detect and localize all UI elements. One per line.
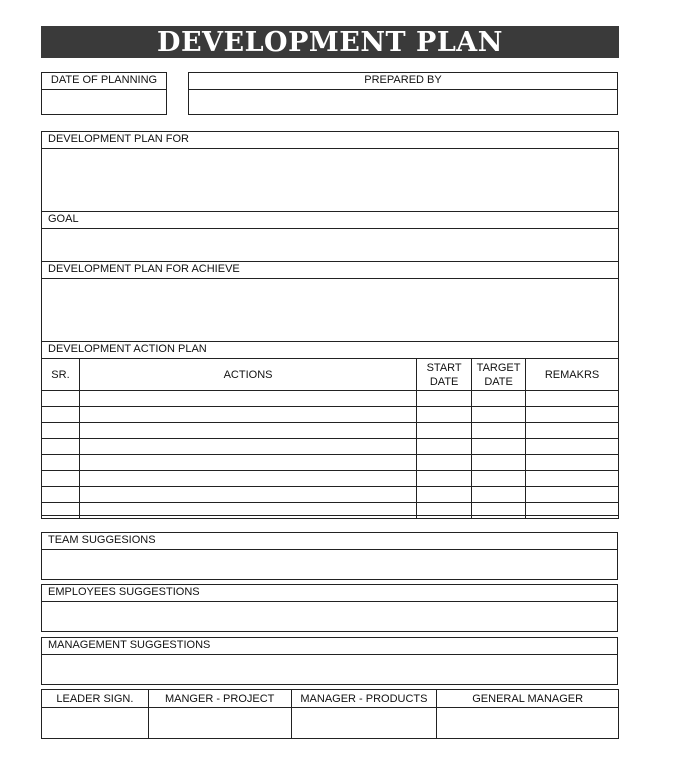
- col-target-date-line2: DATE: [484, 375, 513, 388]
- table-row: [42, 391, 619, 407]
- table-cell[interactable]: [79, 455, 416, 471]
- prepared-by-box: [188, 72, 618, 115]
- plan-for-achieve-label: DEVELOPMENT PLAN FOR ACHIEVE: [42, 262, 618, 279]
- col-sr: SR.: [42, 359, 80, 391]
- table-cell[interactable]: [472, 391, 526, 407]
- table-row: [42, 471, 619, 487]
- table-cell[interactable]: [42, 407, 80, 423]
- table-cell[interactable]: [526, 407, 619, 423]
- team-suggestions-label: TEAM SUGGESIONS: [42, 533, 617, 550]
- table-cell[interactable]: [79, 439, 416, 455]
- page-title: [41, 26, 619, 58]
- signatures-fields: [42, 708, 619, 739]
- signatures-header: [42, 690, 619, 708]
- plan-for-field[interactable]: [42, 149, 618, 212]
- table-row: [42, 407, 619, 423]
- table-cell[interactable]: [417, 471, 472, 487]
- table-cell[interactable]: [79, 487, 416, 503]
- table-cell[interactable]: [417, 487, 472, 503]
- management-suggestions-label: MANAGEMENT SUGGESTIONS: [42, 638, 617, 655]
- plan-for-achieve-field[interactable]: [42, 279, 618, 342]
- table-row: [42, 503, 619, 519]
- management-suggestions-box: [41, 637, 618, 685]
- table-row: [42, 439, 619, 455]
- table-cell[interactable]: [526, 391, 619, 407]
- table-cell[interactable]: [526, 487, 619, 503]
- employees-suggestions-field[interactable]: [42, 602, 617, 632]
- team-suggestions-field[interactable]: [42, 550, 617, 580]
- page-title-text: DEVELOPMENT PLAN: [157, 26, 503, 58]
- col-remarks: REMAKRS: [526, 359, 619, 391]
- sig-manager-products-label: MANAGER - PRODUCTS: [291, 690, 437, 708]
- date-of-planning-field[interactable]: [42, 90, 166, 115]
- sig-leader-label: LEADER SIGN.: [42, 690, 149, 708]
- sig-general-manager-field[interactable]: [437, 708, 619, 739]
- sig-manager-project-field[interactable]: [148, 708, 291, 739]
- table-row: [42, 487, 619, 503]
- prepared-by-field[interactable]: [189, 90, 617, 115]
- table-cell[interactable]: [472, 471, 526, 487]
- employees-suggestions-box: [41, 584, 618, 632]
- table-row: [42, 455, 619, 471]
- table-cell[interactable]: [526, 503, 619, 519]
- action-plan-label: DEVELOPMENT ACTION PLAN: [48, 343, 207, 355]
- table-cell[interactable]: [79, 423, 416, 439]
- sig-manager-project-label: MANGER - PROJECT: [148, 690, 291, 708]
- table-cell[interactable]: [42, 471, 80, 487]
- table-cell[interactable]: [526, 423, 619, 439]
- signatures-block: [41, 689, 619, 738]
- plan-block: [41, 131, 619, 516]
- table-cell[interactable]: [417, 391, 472, 407]
- table-cell[interactable]: [472, 455, 526, 471]
- table-cell[interactable]: [526, 439, 619, 455]
- table-cell[interactable]: [417, 455, 472, 471]
- table-cell[interactable]: [42, 455, 80, 471]
- col-start-date-line2: DATE: [429, 375, 459, 388]
- prepared-by-label: PREPARED BY: [189, 73, 617, 90]
- goal-field[interactable]: [42, 229, 618, 262]
- col-target-date: [472, 359, 526, 391]
- col-target-date-line1: TARGET: [476, 361, 521, 374]
- action-table-header: [42, 359, 619, 391]
- table-cell[interactable]: [472, 439, 526, 455]
- sig-leader-field[interactable]: [42, 708, 149, 739]
- table-cell[interactable]: [42, 487, 80, 503]
- signatures-table: [41, 689, 619, 739]
- table-cell[interactable]: [417, 439, 472, 455]
- col-actions: ACTIONS: [79, 359, 416, 391]
- goal-label: GOAL: [42, 212, 618, 229]
- table-cell[interactable]: [472, 423, 526, 439]
- table-cell[interactable]: [526, 455, 619, 471]
- col-start-date: [417, 359, 472, 391]
- sig-manager-products-field[interactable]: [291, 708, 437, 739]
- table-cell[interactable]: [42, 439, 80, 455]
- table-cell[interactable]: [472, 487, 526, 503]
- table-cell[interactable]: [417, 423, 472, 439]
- plan-for-label: DEVELOPMENT PLAN FOR: [42, 132, 618, 149]
- management-suggestions-field[interactable]: [42, 655, 617, 685]
- col-start-date-line1: START: [426, 361, 462, 374]
- table-cell[interactable]: [472, 407, 526, 423]
- team-suggestions-box: [41, 532, 618, 580]
- table-cell[interactable]: [42, 391, 80, 407]
- table-cell[interactable]: [417, 503, 472, 519]
- date-of-planning-label: DATE OF PLANNING: [42, 73, 166, 90]
- sig-general-manager-label: GENERAL MANAGER: [437, 690, 619, 708]
- table-cell[interactable]: [526, 471, 619, 487]
- table-cell[interactable]: [79, 407, 416, 423]
- date-of-planning-box: [41, 72, 167, 115]
- table-cell[interactable]: [42, 423, 80, 439]
- table-cell[interactable]: [79, 503, 416, 519]
- table-cell[interactable]: [417, 407, 472, 423]
- table-cell[interactable]: [472, 503, 526, 519]
- table-row: [42, 423, 619, 439]
- action-table-body: [42, 391, 619, 519]
- table-cell[interactable]: [42, 503, 80, 519]
- action-plan-table: [41, 358, 619, 519]
- table-cell[interactable]: [79, 391, 416, 407]
- table-cell[interactable]: [79, 471, 416, 487]
- employees-suggestions-label: EMPLOYEES SUGGESTIONS: [42, 585, 617, 602]
